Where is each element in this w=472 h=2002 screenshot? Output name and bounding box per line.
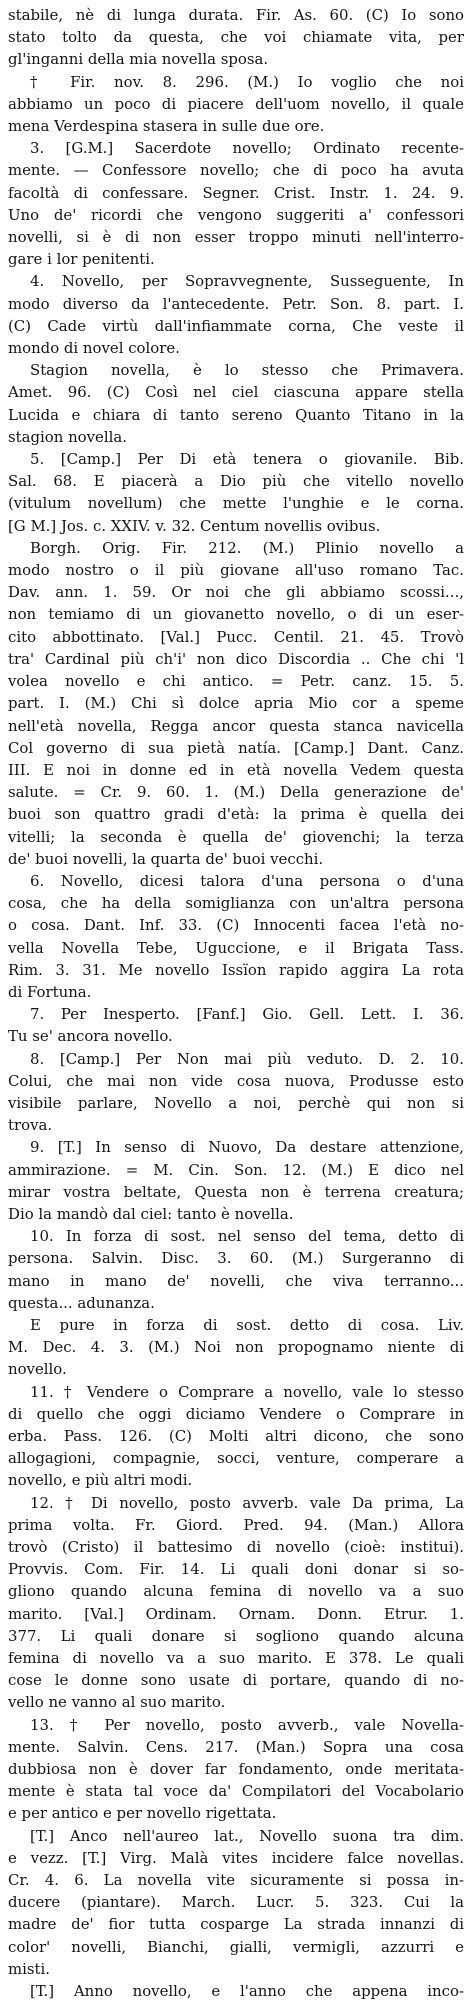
text-line: dubbiosa non è dover far fondamento, onde meritata- bbox=[8, 1760, 464, 1779]
text-line: mente. — Confessore novello; che di poco ha avuta bbox=[8, 161, 464, 180]
text-line: questa... adunanza. bbox=[8, 1293, 155, 1312]
text-line: modo nostro o il più giovane all'uso romano Tac. bbox=[8, 561, 464, 580]
text-line: gare i lor penitenti. bbox=[8, 250, 155, 269]
entry-stagion-novella bbox=[8, 359, 464, 448]
text-line: Cr. 4. 6. La novella vite sicuramente si possa in- bbox=[8, 1871, 464, 1890]
text-line: vella Novella Tebe, Uguccione, e il Brigata Tass. bbox=[8, 938, 464, 957]
text-line: novelli, si è di non esser troppo minuti nell'interro- bbox=[8, 228, 464, 247]
text-line: marito. [Val.] Ordinam. Ornam. Donn. Etrur. 1. bbox=[8, 1604, 464, 1623]
text-line: Stagion novella, è lo stesso che Primavera. bbox=[30, 361, 464, 380]
text-line: 5. [Camp.] Per Di età tenera o giovanile. Bib. bbox=[30, 450, 464, 469]
text-line: tra' Cardinal più ch'i' non dico Discordia .. Che chi 'l bbox=[8, 649, 464, 668]
text-line: stagion novella. bbox=[8, 427, 128, 446]
text-line: Dav. ann. 1. 59. Or noi che gli abbiamo scossi..., bbox=[8, 583, 464, 602]
text-line: cosa, che ha della somiglianza con un'altra persona bbox=[8, 894, 464, 913]
text-line: [G M.] Jos. c. XXIV. v. 32. Centum novellis ovibus. bbox=[8, 516, 381, 535]
entry-sense-10-sost-persona bbox=[8, 1225, 464, 1314]
text-line: [T.] Anno novello, e l'anno che appena inco- bbox=[30, 1982, 464, 2001]
text-line: mano in mano de' novelli, che viva terranno... bbox=[8, 1271, 464, 1290]
dictionary-column bbox=[8, 4, 464, 2002]
text-line: novello. bbox=[8, 1360, 67, 1379]
entry-sense-11-vendere-a-novello bbox=[8, 1381, 464, 1492]
text-line: Provvis. Com. Fir. 14. Li quali doni donar si so- bbox=[8, 1560, 464, 1579]
text-line: mena Verdespina stasera in sulle due ore. bbox=[8, 117, 325, 136]
entry-anno-novello bbox=[8, 1980, 464, 2002]
text-line: e per antico e per novello rigettata. bbox=[8, 1804, 277, 1823]
text-line: ammirazione. = M. Cin. Son. 12. (M.) E dico nel bbox=[8, 1160, 464, 1179]
text-line: III. E noi in donne ed in età novella Vedem questa bbox=[8, 760, 464, 779]
entry-sense-13-per-novello bbox=[8, 1714, 464, 1825]
text-line: volea novello e chi antico. = Petr. canz. 15. 5. bbox=[8, 672, 464, 691]
text-line: vello ne vanno al suo marito. bbox=[8, 1693, 226, 1712]
text-line: E pure in forza di sost. detto di cosa. Liv. bbox=[30, 1315, 464, 1334]
text-line: mondo di novel colore. bbox=[8, 339, 180, 358]
text-line: o cosa. Dant. Inf. 33. (C) Innocenti facea l'età no- bbox=[8, 916, 464, 935]
text-line: 3. [G.M.] Sacerdote novello; Ordinato recente- bbox=[30, 139, 464, 158]
text-line: di quello che oggi diciamo Vendere o Comprare in bbox=[8, 1404, 464, 1423]
text-line: cito abbottinato. [Val.] Pucc. Centil. 21. 45. Trovò bbox=[8, 627, 464, 646]
text-line: mente è stata tal voce da' Compilatori del Vocabolario bbox=[8, 1782, 464, 1801]
text-line: 10. In forza di sost. nel senso del tema, detto di bbox=[30, 1227, 464, 1246]
text-line: 11. † Vendere o Comprare a novello, vale lo stesso bbox=[30, 1382, 464, 1401]
entry-sense-6-somiglianza bbox=[8, 870, 464, 1003]
entry-aureo-lat bbox=[8, 1825, 464, 1980]
text-line: Borgh. Orig. Fir. 212. (M.) Plinio novello a bbox=[30, 538, 464, 557]
entry-sost-cosa bbox=[8, 1314, 464, 1381]
text-line: novello, e più altri modi. bbox=[8, 1471, 193, 1490]
text-line: 6. Novello, dicesi talora d'una persona o d'una bbox=[30, 871, 464, 890]
text-line: (C) Cade virtù dall'infiammate corna, Che veste il bbox=[8, 316, 464, 335]
text-line: Colui, che mai non vide cosa nuova, Produsse esto bbox=[8, 1071, 464, 1090]
text-line: M. Dec. 4. 3. (M.) Noi non propognamo niente di bbox=[8, 1338, 464, 1357]
text-line: color' novelli, Bianchi, gialli, vermigli, azzurri e bbox=[8, 1937, 464, 1956]
entry-sense-9-nuovo bbox=[8, 1136, 464, 1225]
text-line: 7. Per Inesperto. [Fanf.] Gio. Gell. Lett. I. 36. bbox=[30, 1005, 464, 1024]
text-line: allogagioni, compagnie, socci, venture, comperare a bbox=[8, 1449, 464, 1468]
text-line: stabile, nè di lunga durata. Fir. As. 60. (C) Io sono bbox=[8, 6, 464, 24]
text-line: salute. = Cr. 9. 60. 1. (M.) Della generazione de' bbox=[8, 783, 464, 802]
text-line: Dio la mandò dal ciel: tanto è novella. bbox=[8, 1204, 294, 1223]
text-line: cose le donne sono usate di portare, quando di no- bbox=[8, 1671, 464, 1690]
entry-sense-12-di-novello bbox=[8, 1492, 464, 1714]
text-line: part. I. (M.) Chi sì dolce apria Mio cor a speme bbox=[8, 694, 464, 713]
text-line: Amet. 96. (C) Così nel ciel ciascuna appare stella bbox=[8, 383, 464, 402]
entry-sense-5-eta-tenera bbox=[8, 448, 464, 537]
entry-sense-8-non-mai-visto bbox=[8, 1048, 464, 1137]
text-line: di Fortuna. bbox=[8, 982, 92, 1001]
entry-borgh-orig-fir bbox=[8, 537, 464, 870]
entry-fir-nov bbox=[8, 71, 464, 138]
text-line: Uno de' ricordi che vengono suggeriti a' confessori bbox=[8, 205, 464, 224]
text-line: † Fir. nov. 8. 296. (M.) Io voglio che noi bbox=[30, 72, 464, 91]
text-line: gliono quando alcuna femina di novello va a suo bbox=[8, 1582, 464, 1601]
text-line: e vezz. [T.] Virg. Malà vites incidere falce novellas. bbox=[8, 1848, 464, 1867]
text-line: Col governo di sua pietà natía. [Camp.] Dant. Canz. bbox=[8, 738, 464, 757]
text-line: Rim. 3. 31. Me novello Issïon rapido aggira La rota bbox=[8, 960, 464, 979]
text-line: 13. † Per novello, posto avverb., vale Novella- bbox=[30, 1715, 464, 1734]
text-line: stato tolto da questa, che voi chiamate vita, per bbox=[8, 28, 464, 47]
text-line: erba. Pass. 126. (C) Molti altri dicono, che sono bbox=[8, 1427, 464, 1445]
text-line: trovò (Cristo) il battesimo di novello (cioè: institui). bbox=[8, 1538, 464, 1557]
text-line: trova. bbox=[8, 1116, 53, 1135]
text-line: Tu se' ancora novello. bbox=[8, 1027, 173, 1046]
text-line: nell'età novella, Regga ancor questa stanca navicella bbox=[8, 716, 464, 735]
text-line: 377. Li quali donare si sogliono quando alcuna bbox=[8, 1626, 464, 1645]
entry-sense-3-sacerdote-novello bbox=[8, 137, 464, 270]
text-line: vitelli; la seconda è quella de' giovenchi; la terza bbox=[8, 827, 464, 846]
text-line: persona. Salvin. Disc. 3. 60. (M.) Surgeranno di bbox=[8, 1249, 464, 1268]
text-line: madre de' fior tutta cosparge La strada innanzi di bbox=[8, 1915, 464, 1934]
text-line: abbiamo un poco di piacere dell'uom novello, il quale bbox=[8, 94, 464, 113]
text-line: ducere (piantare). March. Lucr. 5. 323. Cui la bbox=[8, 1893, 464, 1912]
text-line: 12. † Di novello, posto avverb. vale Da prima, La bbox=[30, 1493, 464, 1512]
text-line: 8. [Camp.] Per Non mai più veduto. D. 2. 10. bbox=[30, 1049, 464, 1068]
entry-sense-7-inesperto bbox=[8, 1003, 464, 1047]
text-line: (vitulum novellum) che mette l'unghie e le corna. bbox=[8, 494, 464, 513]
text-line: 9. [T.] In senso di Nuovo, Da destare attenzione, bbox=[30, 1138, 464, 1157]
text-line: prima volta. Fr. Giord. Pred. 94. (Man.) Allora bbox=[8, 1515, 464, 1534]
text-line: non temiamo di un giovanetto novello, o di un eser- bbox=[8, 605, 464, 624]
text-line: modo diverso da l'antecedente. Petr. Son. 8. part. I. bbox=[8, 294, 464, 313]
text-line: buoi son quattro gradi d'età: la prima è quella dei bbox=[8, 805, 464, 824]
text-line: femina di novello va a suo marito. E 378. Le quali bbox=[8, 1649, 464, 1668]
text-line: mirar vostra beltate, Questa non è terrena creatura; bbox=[8, 1182, 464, 1201]
text-line: Lucida e chiara di tanto sereno Quanto Titano in la bbox=[8, 405, 464, 424]
text-line: [T.] Anco nell'aureo lat., Novello suona tra dim. bbox=[30, 1826, 464, 1845]
entry-continuation-fir-as bbox=[8, 4, 464, 71]
text-line: de' buoi novelli, la quarta de' buoi vecchi. bbox=[8, 849, 324, 868]
text-line: gl'inganni della mia novella sposa. bbox=[8, 50, 269, 69]
text-line: 4. Novello, per Sopravvegnente, Susseguente, In bbox=[30, 272, 464, 291]
text-line: misti. bbox=[8, 1959, 51, 1978]
text-line: mente. Salvin. Cens. 217. (Man.) Sopra una cosa bbox=[8, 1737, 464, 1756]
entry-sense-4-sopravvegnente bbox=[8, 270, 464, 359]
text-line: visibile parlare, Novello a noi, perchè qui non si bbox=[8, 1093, 464, 1112]
text-line: facoltà di confessare. Segner. Crist. Instr. 1. 24. 9. bbox=[8, 183, 464, 202]
text-line: Sal. 68. E piacerà a Dio più che vitello novello bbox=[8, 472, 464, 491]
